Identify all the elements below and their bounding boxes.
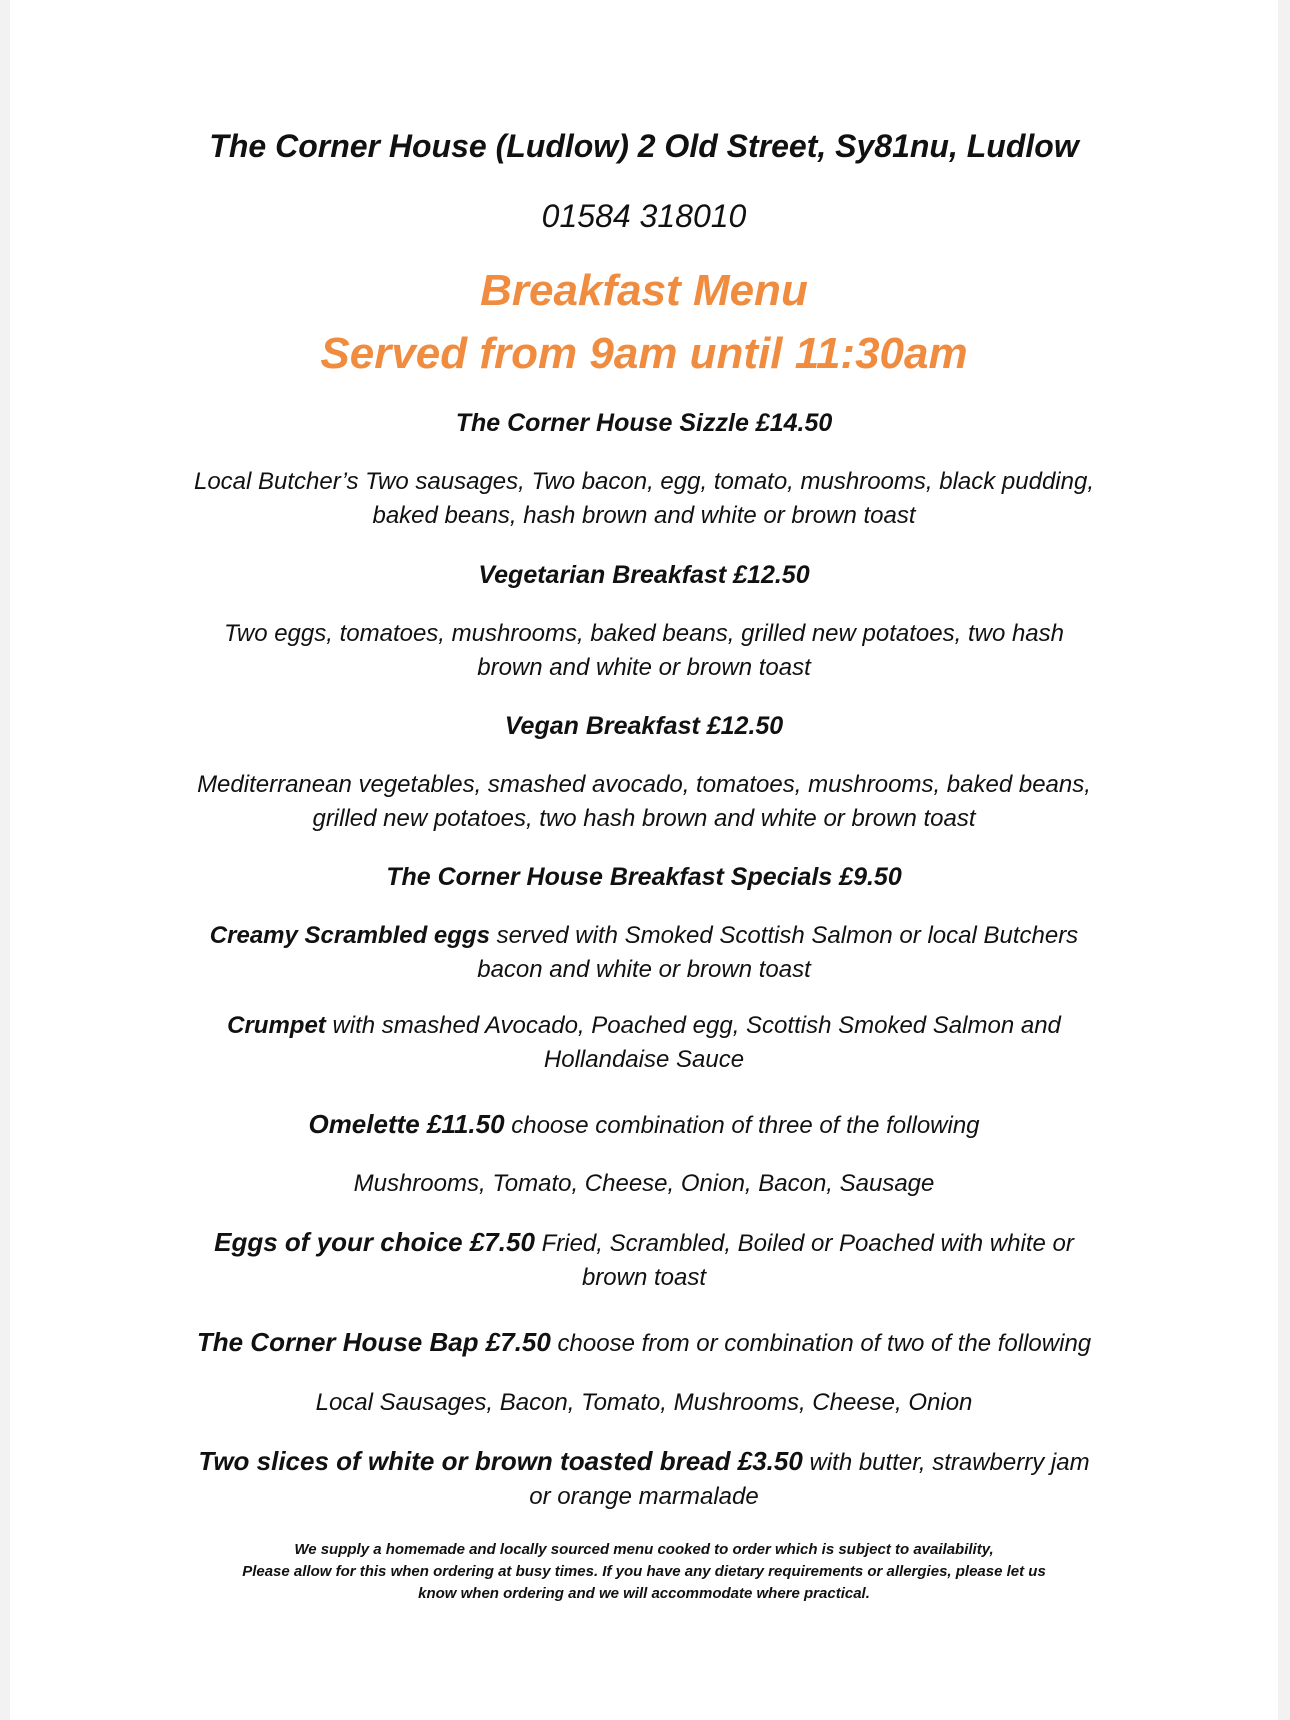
item-desc-line: or orange marmalade (529, 1483, 759, 1510)
item-name-price: Eggs of your choice £7.50 (214, 1227, 535, 1257)
item-desc-line: brown and white or brown toast (477, 654, 811, 681)
item-name-price: Two slices of white or brown toasted bread £3.50 (198, 1446, 803, 1476)
item-name-price: Omelette £11.50 (308, 1109, 505, 1139)
special-name: Crumpet (227, 1012, 326, 1039)
item-eggs (50, 1224, 1238, 1295)
special-crumpet (50, 1009, 1238, 1077)
bap-options (50, 1386, 1238, 1420)
special-desc-line: bacon and white or brown toast (477, 956, 811, 983)
special-name: Creamy Scrambled eggs (209, 922, 490, 949)
item-name-price: The Corner House Bap £7.50 (196, 1327, 551, 1357)
notice-line: know when ordering and we will accommodate where practical. (418, 1585, 870, 1602)
item-vegetarian-desc (50, 617, 1238, 685)
item-note: choose from or combination of two of the following (550, 1330, 1092, 1357)
item-desc: with butter, strawberry jam (802, 1449, 1090, 1476)
item-desc-line: grilled new potatoes, two hash brown and white or brown toast (312, 805, 976, 832)
menu-page (10, 0, 1278, 1720)
item-vegan (50, 709, 1238, 743)
special-desc-line: Hollandaise Sauce (543, 1046, 745, 1073)
item-sizzle (50, 406, 1238, 440)
item-toast (50, 1443, 1238, 1514)
served-hours: Served from 9am until 11:30am (320, 329, 968, 378)
special-desc: served with Smoked Scottish Salmon or local Butchers (489, 922, 1079, 949)
omelette-options (50, 1167, 1238, 1201)
phone-number: 01584 318010 (541, 198, 747, 234)
item-vegetarian (50, 558, 1238, 592)
notice-line: We supply a homemade and locally sourced menu cooked to order which is subject to availability, (294, 1541, 994, 1558)
item-heading: Vegetarian Breakfast £12.50 (478, 561, 810, 589)
item-desc: Fried, Scrambled, Boiled or Poached with white or (534, 1230, 1074, 1257)
item-desc-line: brown toast (581, 1264, 707, 1291)
item-options: Local Sausages, Bacon, Tomato, Mushrooms, Cheese, Onion (315, 1389, 973, 1416)
item-sizzle-desc (50, 465, 1238, 533)
venue-title: The Corner House (Ludlow) 2 Old Street, Sy81nu, Ludlow (209, 128, 1079, 164)
item-heading: The Corner House Sizzle £14.50 (455, 409, 833, 437)
item-vegan-desc (50, 768, 1238, 836)
special-scrambled (50, 919, 1238, 987)
item-heading: The Corner House Breakfast Specials £9.50 (386, 863, 902, 891)
item-bap (50, 1324, 1238, 1361)
item-desc-line: Local Butcher’s Two sausages, Two bacon, egg, tomato, mushrooms, black pudding, (193, 468, 1095, 495)
item-note: choose combination of three of the following (504, 1112, 980, 1139)
notice-line: Please allow for this when ordering at busy times. If you have any dietary requirements or allergies, please let us (242, 1563, 1046, 1580)
item-desc-line: Mediterranean vegetables, smashed avocado, tomatoes, mushrooms, baked beans, (197, 771, 1091, 798)
item-options: Mushrooms, Tomato, Cheese, Onion, Bacon, Sausage (353, 1170, 935, 1197)
item-omelette (50, 1106, 1238, 1143)
item-specials (50, 860, 1238, 894)
footer-notice (50, 1539, 1238, 1605)
menu-title: Breakfast Menu (480, 266, 808, 315)
item-desc-line: baked beans, hash brown and white or brown toast (372, 502, 916, 529)
special-desc: with smashed Avocado, Poached egg, Scottish Smoked Salmon and (325, 1012, 1061, 1039)
item-desc-line: Two eggs, tomatoes, mushrooms, baked beans, grilled new potatoes, two hash (223, 620, 1064, 647)
item-heading: Vegan Breakfast £12.50 (504, 712, 784, 740)
